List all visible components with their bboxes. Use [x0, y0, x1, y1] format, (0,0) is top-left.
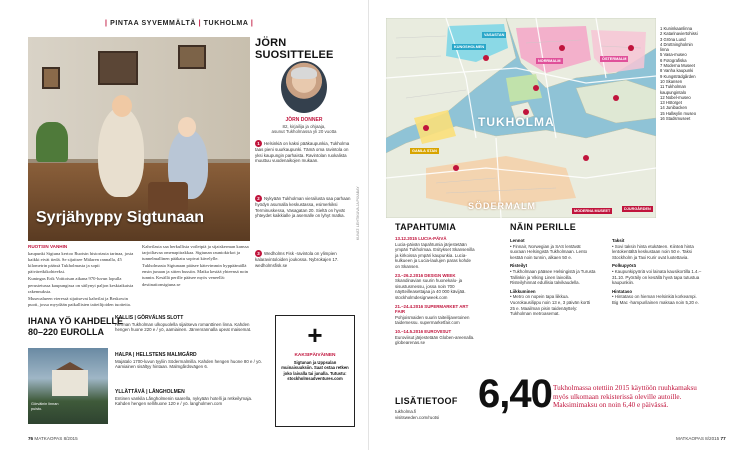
legend-item: linna [660, 47, 669, 53]
event-text: Skandinavian suurin huonekalu- ja sisustusmessu, jossa noin 700 näytteilleasettajaa ja 40 000 kävijää. stockholmdesignweek.com [395, 278, 466, 300]
event-date: 13.12.2015 LUCIA-PÄIVÄ [395, 236, 447, 241]
event-text: Euroviisut järjestetään Globen-areenalla. globearenas.se [395, 334, 475, 346]
article-paragraph: Kahvilasta saa herkullisia voileipiä ja sijaiskerman kanssa tarjoiltavaa omenapiirakkaa. Sigtunan rauniokirkot ja tunnelmallinen pääkatu sopivat kävelylle. [142, 244, 249, 262]
event-date: 23.–26.2.2016 DESIGN WEEK [395, 272, 456, 278]
number-badge: 2 [255, 195, 262, 202]
recommendation-1 [255, 140, 353, 164]
city-map [386, 18, 656, 218]
travel-subhead: Risteilyt [510, 263, 528, 269]
recommender-desc: asunut Tukholmassa yli 20 vuotta [271, 129, 337, 134]
travel-text: • Metro on nopein tapa liikkua. Vuorokausilippu noin 13 e, 3 päivän kortti 25 e. Maailman pisin taidenäyttely: Tukholman metroasemat. [510, 294, 591, 317]
venue-2 [115, 353, 265, 370]
venue-title: KALLIS | GÖRVÄLNS SLOTT [115, 315, 184, 321]
legend-item: 7 Moderna Museet [660, 63, 695, 69]
event-date: 21.–24.4.2016 SUPERMARKET ART FAIR [395, 303, 469, 315]
article-paragraph: Tukholmasta Sigtunaan pääsee kätevimmin hyppäämällä ensin junaan ja sitten bussiin. Matka kestää yhteensä noin tunnin. Kesällä perille pääsee myös veneellä: destinationsigtuna.se [142, 263, 249, 287]
promo-text: Sigtunan ja Uppsalan muinaisuuksiin. Saat ostaa retken joko laivalla tai junalla. Tutustu: stockholmsadventures.com [281, 360, 349, 382]
article-col-2 [142, 244, 250, 289]
recommendation-3 [255, 250, 353, 268]
article-paragraph: Kuningas Erik Voittoisan aikana 970-luvun lopulla perustetussa kaupungissa on säilynyt paljon keskiaikaisia rakennuksia. [28, 276, 134, 294]
hotel-heading-line: IHANA YÖ KAHDELLE [28, 316, 124, 326]
info-link[interactable]: visitsweden.com/ruotsi [395, 414, 440, 420]
page-number: 77 [720, 436, 726, 441]
event-text: Lucia-päivän tapahtumia järjestetään ympäri Tukholmaa. Esitykset Skansenilla ja kirkoissa ympäri kaupunkia. Lucia-kulkueen ja Lucia-laulujen paras kohde on Skansen. [395, 241, 475, 269]
info-links [395, 409, 475, 420]
legend-item: 4 Drottningholmin [660, 41, 693, 47]
caption-line: puisto. [31, 406, 43, 411]
photo-credit: KUVAT: LEHTIKUVA JA PIXABAY [356, 186, 360, 240]
section-separator-3: | [250, 20, 254, 27]
map-legend [660, 26, 734, 121]
promo-heading: KAKSIPÄIVÄINEN [294, 353, 336, 358]
photo-title: Syrjähyppy Sigtunaan [36, 209, 205, 226]
legend-item: 13 Hötorget [660, 100, 682, 106]
legend-item: 14 Junibacken [660, 105, 688, 111]
event-date: 10.–14.5.2016 EUROVIISUT [395, 328, 452, 334]
event-text: Pohjoismaiden suurin taiteilijavetoinen taidemessu. supermarketfair.com [395, 314, 470, 326]
legend-item: 2 Katarinaviertohissi [660, 31, 698, 37]
plus-icon: + [307, 320, 323, 350]
venue-3 [115, 390, 265, 407]
map-district-label: DJURGÅRDEN [624, 207, 651, 211]
legend-item: 3 Gröna Lund [660, 36, 686, 42]
magazine-name: MATKAOPAS 8/2015 [34, 436, 78, 441]
big-number: 6,40 [478, 372, 552, 416]
legend-item: 5 Vasa-museo [660, 52, 687, 58]
map-district-label: MODERNA MUSEET [574, 209, 611, 213]
legend-item: 16 Stadsmuseet [660, 116, 691, 122]
recommendation-text: Nykyään Tukholman vierailusta saa parhaan hyödyn asumalla keskustassa, esimerkiksi Terminuskessa, Vasagatan 20. Sieltä on hyvät yhteydet kaikkialle ja asemalle on lyhyt matka. [255, 196, 351, 219]
info-heading: LISÄTIETOOF [395, 396, 458, 406]
venue-text: Entinen vankila Långholmenin saarella, nykyään hotelli ja retkeilymaja. Kahden hengen sellihuone 120 e / yö. langholmen.com [115, 395, 253, 407]
section-place: TUKHOLMA [203, 20, 249, 27]
magazine-name: MATKAOPAS 8/2015 [676, 436, 720, 441]
practical-text: • Kaupunkipyöriä voi lainata kausikortilla 1.4.–31.10. Pyöräily on kesällä hyvä tapa tutustua kaupunkiin. [612, 268, 702, 286]
map-district-label: ÖSTERMALM [602, 57, 627, 61]
legend-item: kaupungintalo [660, 89, 687, 95]
recommendation-2 [255, 195, 353, 219]
legend-item: 11 Tukholman [660, 84, 686, 90]
number-badge: 1 [255, 140, 262, 147]
legend-item: 15 Hallwylin museo [660, 110, 697, 116]
venue-text: Herman Tukholman ulkopuolella sijaitseva romanttinen linna. Kahden hengen huone 220 e / yö, aamiainen. Järvenrannalla upeat maisemat. [115, 321, 252, 333]
page-number: 76 [28, 436, 34, 441]
legend-item: 10 Skansen [660, 78, 683, 84]
travel-column [510, 236, 596, 320]
legend-item: 8 Vanha kaupunki [660, 68, 694, 74]
castle-photo [28, 348, 108, 424]
recommender-title: JÖRN SUOSITTELEE [255, 37, 334, 61]
venue-title: HALPA | HELLSTENS MALMGÅRD [115, 352, 197, 358]
article-byline: RUOTSIN VANHIN [28, 244, 68, 249]
travel-subhead: Lennot [510, 238, 525, 243]
travel-heading: NÄIN PERILLE [510, 222, 577, 232]
recommendation-text: Wedholms Fisk -ravintola on ylimpien kalaravintoloiden joukossa. Nybrokajen 17. wedholmsfisk.se [255, 251, 339, 268]
travel-subhead: Liikkuminen [510, 288, 536, 294]
event-item [395, 236, 475, 270]
castle-caption [31, 402, 58, 412]
events-heading: TAPAHTUMIA [395, 222, 457, 232]
map-district-label: NORRMALM [538, 59, 561, 63]
practical-text: • Sovi taksin hinta etukäteen. Kiinteä hinta lentokentältä keskustaan noin 50 e. Taksi Stockholm ja Taxi Kurir ovat luotettavia. [612, 243, 694, 260]
legend-item: 6 Fotografiska [660, 57, 687, 63]
legend-item: 9 Kungsträdgården [660, 73, 696, 79]
promo-box [275, 315, 355, 427]
hotel-heading-line: 80–220 EUROLLA [28, 326, 105, 337]
practical-subhead: Polkupyörä [612, 263, 636, 269]
section-separator: | [105, 20, 108, 27]
map-district-label: SÖDERMALM [468, 201, 536, 211]
number-badge: 3 [255, 250, 262, 257]
recommendation-text: Helsinkiä on kaksi pääkaupunkia, Tukholma taas pieni suurkaupunki. Tämä oma ravintola on yksi kaupungin parhaista. Ravintolan ruokalista muuttuu vuodenaikojen mukaan. [255, 141, 350, 164]
recommender-desc: 82, kirjailija ja ohjaaja, [282, 123, 326, 129]
recommender-caption [255, 118, 353, 135]
article-paragraph: Museoalueen vieressä sijaitsevat kahvilat ja Beskowin puoti, jossa myydään paikallisten taiteilijoiden tuotteita. [28, 295, 131, 307]
practical-text: • Hintataso on hieman Helsinkiä korkeampi. Big Mac -hampurilainen maksaa noin 5,20 e. [612, 294, 699, 305]
big-number-note: Tukholmassa otettiin 2015 käyttöön ruuhkamaksu myös ulkomaan rekisterissä oleville autoille. Maksimimaksu on noin 6,40 e päivässä. [553, 384, 697, 410]
legend-item: 12 Nobel-museo [660, 94, 691, 100]
article-col-1 [28, 244, 136, 309]
caption-line: Görvälnin linnan [31, 402, 59, 406]
article-paragraph: kaupunki Sigtuna kertoo Ruotsin historiasta tarinaa, josta kaikki eivät tiedä. Se sijaitsee Mälaren rannalla, 45 kilometrin päässä Tukholmasta ja sopii päiväretkikohteeksi. [28, 251, 134, 275]
venue-1 [115, 316, 265, 333]
travel-text: • Tukholmaan pääsee Helsingistä ja Turusta Tallinkin ja Viking Linen laivoilla. Risteilyhinnat edullisia talvikaudella. [510, 268, 596, 286]
section-header [105, 20, 253, 27]
legend-item: 1 Kuninkaanlinna [660, 26, 693, 31]
travel-text: • Finnair, Norwegian ja SAS lentävät suoraan Helsingistä Tukholmaan. Lento kestää noin tunnin, alkaen 50 e. [510, 243, 588, 260]
map-district-label: GAMLA STAN [412, 149, 437, 153]
venue-title: YLLÄTTÄVÄ | LÅNGHOLMEN [115, 389, 185, 395]
folio-right [676, 436, 726, 441]
practical-subhead: Hintataso [612, 288, 633, 294]
section-label: PINTAA SYVEMMÄLTÄ [110, 20, 197, 27]
map-district-label: VASASTAN [484, 33, 505, 37]
event-item [395, 329, 475, 346]
map-city-label: TUKHOLMA [478, 115, 555, 129]
recommender-panel [255, 37, 353, 302]
venue-text: Majatalo 1700-luvun tyyliin Södermalmilla. Kahden hengen huone 80 e / yö. Aamiainen sisältyy hintaan. Malmgårdsvägen 6. [115, 358, 262, 370]
event-item [395, 273, 475, 301]
hotel-heading [28, 316, 123, 337]
events-column [395, 236, 475, 349]
info-link[interactable]: tukholma.fi [395, 409, 417, 414]
portrait-photo [281, 61, 327, 113]
practical-column [612, 236, 704, 309]
section-separator-2: | [198, 20, 202, 27]
folio-left [28, 436, 78, 441]
recommender-name: JÖRN DONNER [285, 117, 323, 123]
map-district-label: KUNGSHOLMEN [454, 45, 485, 49]
practical-subhead: Taksit [612, 238, 625, 243]
event-item [395, 304, 475, 326]
